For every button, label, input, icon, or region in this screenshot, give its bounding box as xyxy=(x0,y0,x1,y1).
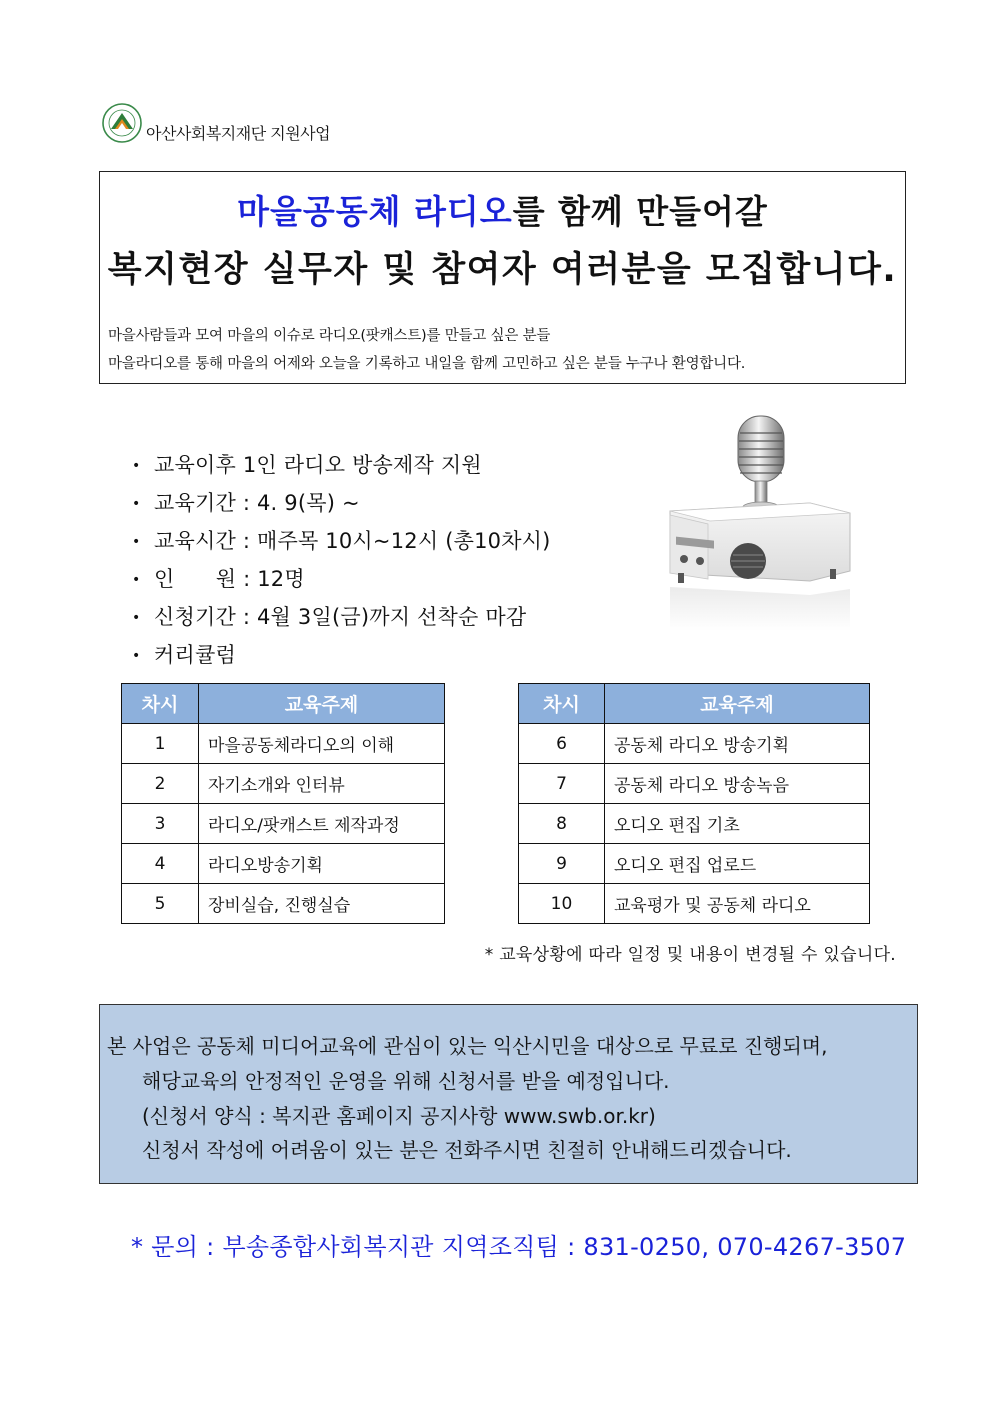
table-header-row xyxy=(519,684,870,724)
bullet-icon: • xyxy=(132,534,141,550)
table-row: 5 장비실습, 진행실습 xyxy=(122,884,445,924)
title-box xyxy=(99,171,906,384)
table-row: 6 공동체 라디오 방송기획 xyxy=(519,724,870,764)
table-row: 8 오디오 편집 기초 xyxy=(519,804,870,844)
table-row: 9 오디오 편집 업로드 xyxy=(519,844,870,884)
info-line-4: 신청서 작성에 어려움이 있는 분은 전화주시면 친절히 안내해드리겠습니다. xyxy=(142,1138,792,1162)
table-row: 4 라디오방송기획 xyxy=(122,844,445,884)
radio-microphone-icon xyxy=(660,411,855,636)
column-header-session: 차시 xyxy=(519,684,605,724)
bullet-icon: • xyxy=(132,572,141,588)
list-item: • 커리큘럼 xyxy=(132,643,236,667)
title-line-1 xyxy=(100,186,905,233)
asan-foundation-logo-icon xyxy=(102,103,142,143)
bullet-icon: • xyxy=(132,458,141,474)
info-line-2: 해당교육의 안정적인 운영을 위해 신청서를 받을 예정입니다. xyxy=(142,1069,670,1093)
list-item: • 인 원 : 12명 xyxy=(132,567,305,591)
info-line-3: (신청서 양식 : 복지관 홈페이지 공지사항 www.swb.or.kr) xyxy=(142,1104,656,1128)
curriculum-table-right xyxy=(518,683,870,924)
description-line-1: 마을사람들과 모여 마을의 이슈로 라디오(팟캐스트)를 만들고 싶은 분들 xyxy=(108,328,551,344)
info-line-1: 본 사업은 공동체 미디어교육에 관심이 있는 익산시민을 대상으로 무료로 진행되며, xyxy=(107,1034,828,1058)
table-row: 1 마을공동체라디오의 이해 xyxy=(122,724,445,764)
table-row: 10 교육평가 및 공동체 라디오 xyxy=(519,884,870,924)
title-highlight: 마을공동체 라디오 xyxy=(237,192,513,231)
list-item: • 신청기간 : 4월 3일(금)까지 선착순 마감 xyxy=(132,605,527,629)
schedule-change-note: * 교육상황에 따라 일정 및 내용이 변경될 수 있습니다. xyxy=(484,945,896,965)
list-item: • 교육시간 : 매주목 10시~12시 (총10차시) xyxy=(132,529,551,553)
table-row: 7 공동체 라디오 방송녹음 xyxy=(519,764,870,804)
bullet-icon: • xyxy=(132,496,141,512)
curriculum-table-left xyxy=(121,683,445,924)
program-details-list xyxy=(132,449,551,677)
bullet-icon: • xyxy=(132,610,141,626)
list-item: • 교육이후 1인 라디오 방송제작 지원 xyxy=(132,453,482,477)
list-item: • 교육기간 : 4. 9(목) ~ xyxy=(132,491,360,515)
bullet-icon: • xyxy=(132,648,141,664)
info-box xyxy=(99,1004,918,1184)
contact-info: * 문의 : 부송종합사회복지관 지역조직팀 : 831-0250, 070-4267-3507 xyxy=(131,1233,907,1261)
column-header-topic: 교육주제 xyxy=(605,684,870,724)
column-header-topic: 교육주제 xyxy=(199,684,445,724)
title-line-2: 복지현장 실무자 및 참여자 여러분을 모집합니다. xyxy=(107,250,898,290)
table-row: 2 자기소개와 인터뷰 xyxy=(122,764,445,804)
description-line-2: 마을라디오를 통해 마을의 어제와 오늘을 기록하고 내일을 함께 고민하고 싶은 분들 누구나 환영합니다. xyxy=(108,356,746,372)
sponsor-label: 아산사회복지재단 지원사업 xyxy=(146,124,331,143)
column-header-session: 차시 xyxy=(122,684,199,724)
title-line-1-rest: 를 함께 만들어갈 xyxy=(512,192,768,231)
table-row: 3 라디오/팟캐스트 제작과정 xyxy=(122,804,445,844)
table-header-row xyxy=(122,684,445,724)
